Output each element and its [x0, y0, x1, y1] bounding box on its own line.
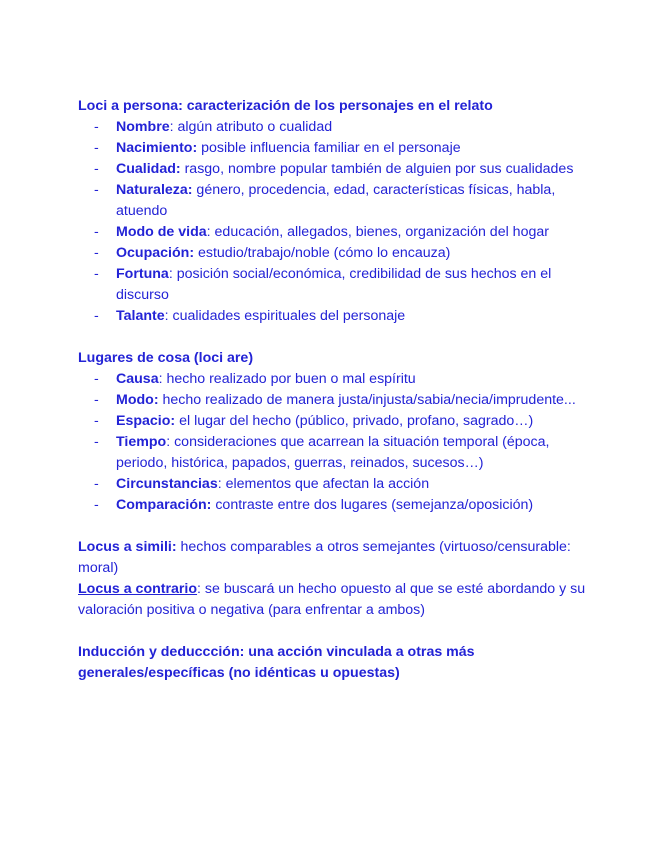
paragraph-locus-simili — [78, 537, 598, 579]
item-desc: : posición social/económica, credibilidad de sus hechos en el discurso — [116, 266, 552, 303]
item-term: Talante — [116, 308, 165, 324]
item-desc: : algún atributo o cualidad — [169, 119, 333, 135]
item-term: Fortuna — [116, 266, 169, 282]
list-item — [78, 243, 598, 264]
item-desc: posible influencia familiar en el personaje — [197, 140, 461, 156]
dash-bullet: - — [94, 308, 99, 324]
spacer — [78, 516, 598, 537]
dash-bullet: - — [94, 371, 99, 387]
list-item — [78, 159, 598, 180]
item-desc: hecho realizado de manera justa/injusta/sabia/necia/imprudente... — [158, 392, 576, 408]
list-item — [78, 411, 598, 432]
item-term: Modo: — [116, 392, 159, 408]
dash-bullet: - — [94, 413, 99, 429]
item-desc: : elementos que afectan la acción — [217, 476, 430, 492]
section-heading-induccion: Inducción y deduccción: una acción vinculada a otras más generales/específicas (no idénticas u opuestas) — [78, 644, 475, 681]
list-item — [78, 369, 598, 390]
item-term: Ocupación: — [116, 245, 195, 261]
item-desc: : consideraciones que acarrean la situación temporal (época, periodo, histórica, papados, guerras, reinados, sucesos…) — [116, 434, 550, 471]
item-desc: : cualidades espirituales del personaje — [164, 308, 406, 324]
list-item — [78, 264, 598, 306]
item-term: Cualidad: — [116, 161, 181, 177]
item-term: Comparación: — [116, 497, 212, 513]
item-desc: el lugar del hecho (público, privado, profano, sagrado…) — [175, 413, 534, 429]
dash-bullet: - — [94, 497, 99, 513]
list-item — [78, 432, 598, 474]
item-term: Circunstancias — [116, 476, 218, 492]
item-term: Modo de vida — [116, 224, 207, 240]
item-desc: estudio/trabajo/noble (cómo lo encauza) — [194, 245, 451, 261]
dash-bullet: - — [94, 182, 99, 198]
item-term: Tiempo — [116, 434, 167, 450]
list-loci-persona — [78, 117, 598, 327]
dash-bullet: - — [94, 224, 99, 240]
list-item — [78, 117, 598, 138]
item-term: Causa — [116, 371, 159, 387]
locus-simili-desc: hechos comparables a otros semejantes (virtuoso/censurable: moral) — [78, 539, 571, 576]
list-item — [78, 138, 598, 159]
list-item — [78, 222, 598, 243]
locus-simili-term: Locus a simili: — [78, 539, 177, 555]
item-term: Espacio: — [116, 413, 176, 429]
dash-bullet: - — [94, 266, 99, 282]
item-desc: : hecho realizado por buen o mal espíritu — [158, 371, 416, 387]
section-heading-loci-persona: Loci a persona: caracterización de los personajes en el relato — [78, 98, 493, 114]
dash-bullet: - — [94, 392, 99, 408]
dash-bullet: - — [94, 140, 99, 156]
item-desc: contraste entre dos lugares (semejanza/oposición) — [211, 497, 534, 513]
item-term: Nacimiento: — [116, 140, 198, 156]
dash-bullet: - — [94, 161, 99, 177]
item-term: Nombre — [116, 119, 170, 135]
spacer — [78, 621, 598, 642]
paragraph-locus-contrario — [78, 579, 598, 621]
dash-bullet: - — [94, 476, 99, 492]
locus-contrario-term: Locus a contrario — [78, 581, 198, 597]
item-desc: rasgo, nombre popular también de alguien por sus cualidades — [180, 161, 574, 177]
list-item — [78, 474, 598, 495]
list-item — [78, 306, 598, 327]
section-heading-lugares-cosa: Lugares de cosa (loci are) — [78, 350, 254, 366]
spacer — [78, 327, 598, 348]
dash-bullet: - — [94, 119, 99, 135]
locus-contrario-desc: : se buscará un hecho opuesto al que se esté abordando y su valoración positiva o negativa (para enfrentar a ambos) — [78, 581, 586, 618]
dash-bullet: - — [94, 245, 99, 261]
item-term: Naturaleza: — [116, 182, 193, 198]
list-item — [78, 180, 598, 222]
list-item — [78, 390, 598, 411]
item-desc: género, procedencia, edad, características físicas, habla, atuendo — [116, 182, 556, 219]
list-item — [78, 495, 598, 516]
item-desc: : educación, allegados, bienes, organización del hogar — [206, 224, 549, 240]
dash-bullet: - — [94, 434, 99, 450]
document-page — [78, 96, 598, 684]
list-lugares-cosa — [78, 369, 598, 516]
